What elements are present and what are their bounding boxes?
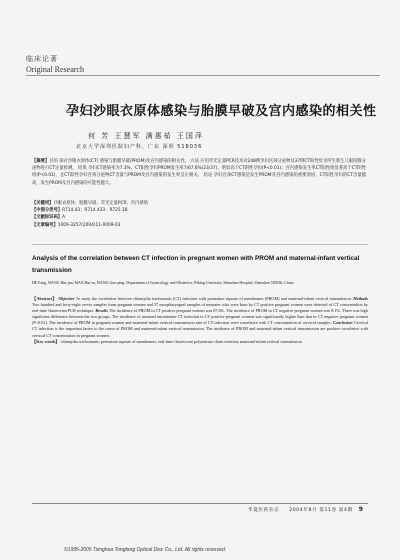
abstract-cn-label: 【摘要】: [32, 159, 50, 164]
doc-code-line: [32, 214, 366, 221]
clc-text: R714.43；R714.433；R725.18: [62, 208, 128, 214]
keywords-en-label: 【Key words】: [32, 338, 60, 344]
keywords-cn-block: [32, 200, 366, 229]
authors-en: HE Fang, WANG Hui-jun, MAN Hui-ru, WANG Guo-ping. Department of Gynecology and Obstetrics, Peking University Shenzhen Hospital, Shenzhen 518036, China: [32, 281, 294, 285]
keywords-line: [32, 200, 366, 207]
footer-divider: [32, 503, 368, 504]
page-number: 9: [358, 506, 364, 513]
doc-code-label: 【文献标识码】: [32, 215, 63, 221]
header-divider: [26, 75, 380, 76]
copyright-notice: ©1995-2005 Tsinghua Tongfang Optical Disc Co., Ltd. All rights reserved.: [64, 547, 227, 553]
abstract-en-label: 【Abstract】: [32, 296, 57, 301]
authors-cn: 何 芳 王慧军 满惠茹 王国萍: [88, 132, 204, 140]
conclusion-text: Cervical CT infection is the important factor to the cause of PROM and maternal-infant vertical transmission. The incidence of PROM and maternal-infant vertical transmission are positive correlative with cervical CT concentration in pregnant women.: [32, 320, 369, 338]
methods-label: Methods: [353, 296, 369, 301]
methods-text: Two hundred and forty-eight cervix samples from pregnant women and 37 nasopharyngeal samples of neonates who were born by CT positive pregnant women were detected of CT concentration by real-time fluorescent PCR technique.: [32, 302, 368, 314]
abstract-en: [32, 296, 368, 345]
article-id-line: [32, 222, 366, 229]
keywords-label: 【关键词】: [32, 201, 54, 206]
abstract-cn: [32, 158, 366, 187]
section-label-en: Original Research: [26, 65, 84, 74]
keywords-en-text: chlamydia trachomatis; premature rupture of membranes; real-time fluorescent polymerase chain reaction; maternal-infant vertical transmission: [60, 338, 302, 344]
article-id-text: 1009-3257(2004)11-0009-03: [57, 222, 121, 228]
page-footer: [248, 506, 364, 513]
journal-name: 华夏医药杂志: [248, 508, 280, 513]
paper-title-cn: 孕妇沙眼衣原体感染与胎膜早破及宫内感染的相关性: [66, 104, 377, 119]
clc-label: 【中图分类号】: [32, 208, 63, 214]
section-divider: [32, 244, 368, 245]
affiliation-cn: 北京大学深圳医院妇产科，广东 深圳 518036: [76, 144, 203, 150]
abstract-cn-text: 目的 探讨沙眼衣原体(CT) 感染与胎膜早破(PROM)及宫内感染的相关性。 方法 应用荧光定量PCR技术对248例孕妇宫颈分泌物及37例CT阳性母亲所生新生儿眼结膜分泌物进行CT定量检测。 结果 孕妇CT感染率为7.3%，CT阳性孕妇PROM发生率为67.6%(23/37)，明显高于CT阴性孕妇(P<0.01)；宫内感染发生率CT阳性组显著高于CT阴性组(P<0.01)，且CT阳性孕妇宫颈分泌物CT含量与PROM及宫内感染的发生率呈正相关。 结论 孕妇宫颈CT感染是发生PROM及宫内感染的重要原因，CT阳性孕妇的CT含量越高，发生PROM及宫内感染的可能性越大。: [32, 159, 367, 186]
objective-text: To study the correlation between chlamydia trachomatis (CT) infection with premature rupture of membranes (PROM) and maternal-infant vertical transmission.: [75, 296, 352, 301]
issue-date: 2004年8月 第11卷 第4期: [289, 508, 353, 513]
section-header: [26, 54, 84, 74]
keywords-text: 沙眼衣原体；胎膜早破；荧光定量PCR；宫内感染: [53, 201, 148, 206]
conclusion-label: Conclusion: [332, 320, 353, 326]
paper-title-en: Analysis of the correlation between CT infection in pregnant women with PROM and maternal-infant vertical transmission: [32, 255, 360, 274]
objective-label: Objective: [58, 296, 75, 301]
section-label-cn: 临床论著: [26, 55, 58, 63]
results-text: The incidence of PROM in CT positive pregnant women was 67.6%. The incidence of PROM in CT negative pregnant women was 8.1%. There was high significant difference between the two groups. The incidence of neonatal intrauterine CT infection in CT positive pregnant women was significantly higher than that in CT negative pregnant women (P<0.01). The incidence of PROM in pregnant women and maternal-infant vertical transmission rate of CT infection were correlative with CT concentration of cervical samples.: [32, 308, 368, 326]
results-label: Results: [95, 308, 108, 314]
clc-line: [32, 207, 366, 214]
doc-code-text: A: [62, 215, 66, 221]
article-id-label: 【文章编号】: [32, 222, 58, 228]
